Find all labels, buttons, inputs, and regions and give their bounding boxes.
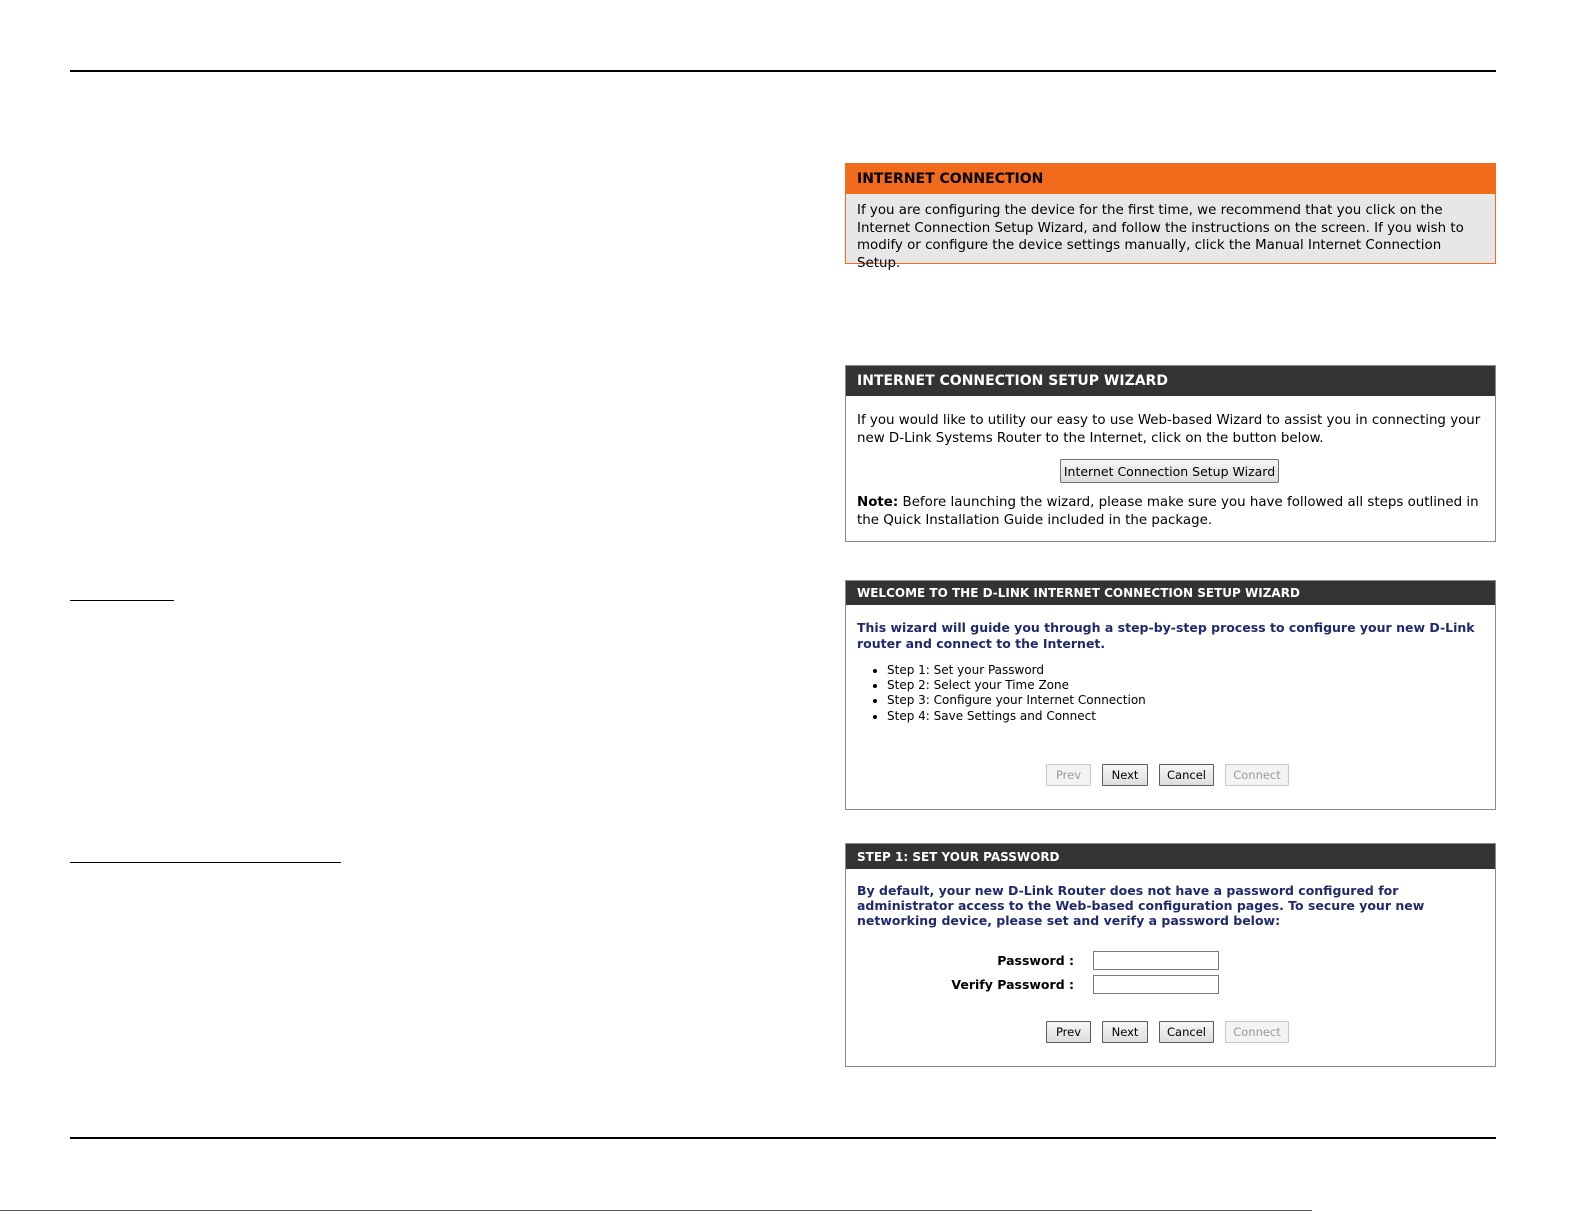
welcome-wizard-panel xyxy=(845,580,1496,810)
next-button[interactable]: Next xyxy=(1102,764,1148,786)
wizard-steps-list xyxy=(857,663,1146,724)
connect-button-disabled: Connect xyxy=(1225,1021,1289,1043)
wizard-step-4: • Step 4: Save Settings and Connect xyxy=(887,709,1146,724)
underline-mark-2 xyxy=(70,862,341,863)
set-password-header: STEP 1: SET YOUR PASSWORD xyxy=(846,844,1495,869)
password-label: Password : xyxy=(997,953,1074,968)
prev-button[interactable]: Prev xyxy=(1046,1021,1091,1043)
internet-connection-header: INTERNET CONNECTION xyxy=(846,164,1495,194)
cancel-button[interactable]: Cancel xyxy=(1159,1021,1214,1043)
next-button[interactable]: Next xyxy=(1102,1021,1148,1043)
password-row xyxy=(846,951,1486,971)
underline-mark-1 xyxy=(70,600,174,601)
note-text: Before launching the wizard, please make sure you have followed all steps outlined in the Quick Installation Guide included in the package. xyxy=(857,495,1479,528)
welcome-header: WELCOME TO THE D-LINK INTERNET CONNECTION SETUP WIZARD xyxy=(846,581,1495,605)
setup-wizard-panel xyxy=(845,365,1496,542)
set-password-panel xyxy=(845,843,1496,1067)
verify-password-label: Verify Password : xyxy=(951,977,1074,992)
verify-password-input[interactable] xyxy=(1093,975,1219,994)
wizard-step-1: • Step 1: Set your Password xyxy=(887,663,1146,678)
bottom-rule xyxy=(70,1137,1496,1139)
welcome-button-row xyxy=(846,764,1497,786)
footer-rule xyxy=(0,1210,1312,1211)
setup-wizard-intro: If you would like to utility our easy to use Web-based Wizard to assist you in connecting your new D-Link Systems Router to the Internet, click on the button below. xyxy=(857,413,1481,446)
connect-button-disabled: Connect xyxy=(1225,764,1289,786)
setup-wizard-note xyxy=(857,494,1487,529)
wizard-step-3: • Step 3: Configure your Internet Connection xyxy=(887,693,1146,708)
welcome-lead: This wizard will guide you through a step-by-step process to configure your new D-Link router and connect to the Internet. xyxy=(857,620,1475,651)
internet-connection-setup-wizard-button[interactable]: Internet Connection Setup Wizard xyxy=(1060,459,1279,483)
note-label: Note: xyxy=(857,495,899,510)
verify-password-row xyxy=(846,975,1486,995)
password-input[interactable] xyxy=(1093,951,1219,970)
internet-connection-panel xyxy=(845,163,1496,271)
internet-connection-text: If you are configuring the device for the first time, we recommend that you click on the Internet Connection Setup Wizard, and follow the instructions on the screen. If you wish to modify or configure the device settings manually, click the Manual Internet Connection Setup. xyxy=(857,203,1464,271)
set-password-lead: By default, your new D-Link Router does not have a password configured for administrator access to the Web-based configuration pages. To secure your new networking device, please set and verify a password below: xyxy=(857,883,1425,929)
password-button-row xyxy=(846,1021,1497,1043)
top-rule xyxy=(70,70,1496,72)
setup-wizard-header: INTERNET CONNECTION SETUP WIZARD xyxy=(846,366,1495,396)
cancel-button[interactable]: Cancel xyxy=(1159,764,1214,786)
prev-button-disabled: Prev xyxy=(1046,764,1091,786)
wizard-step-2: • Step 2: Select your Time Zone xyxy=(887,678,1146,693)
